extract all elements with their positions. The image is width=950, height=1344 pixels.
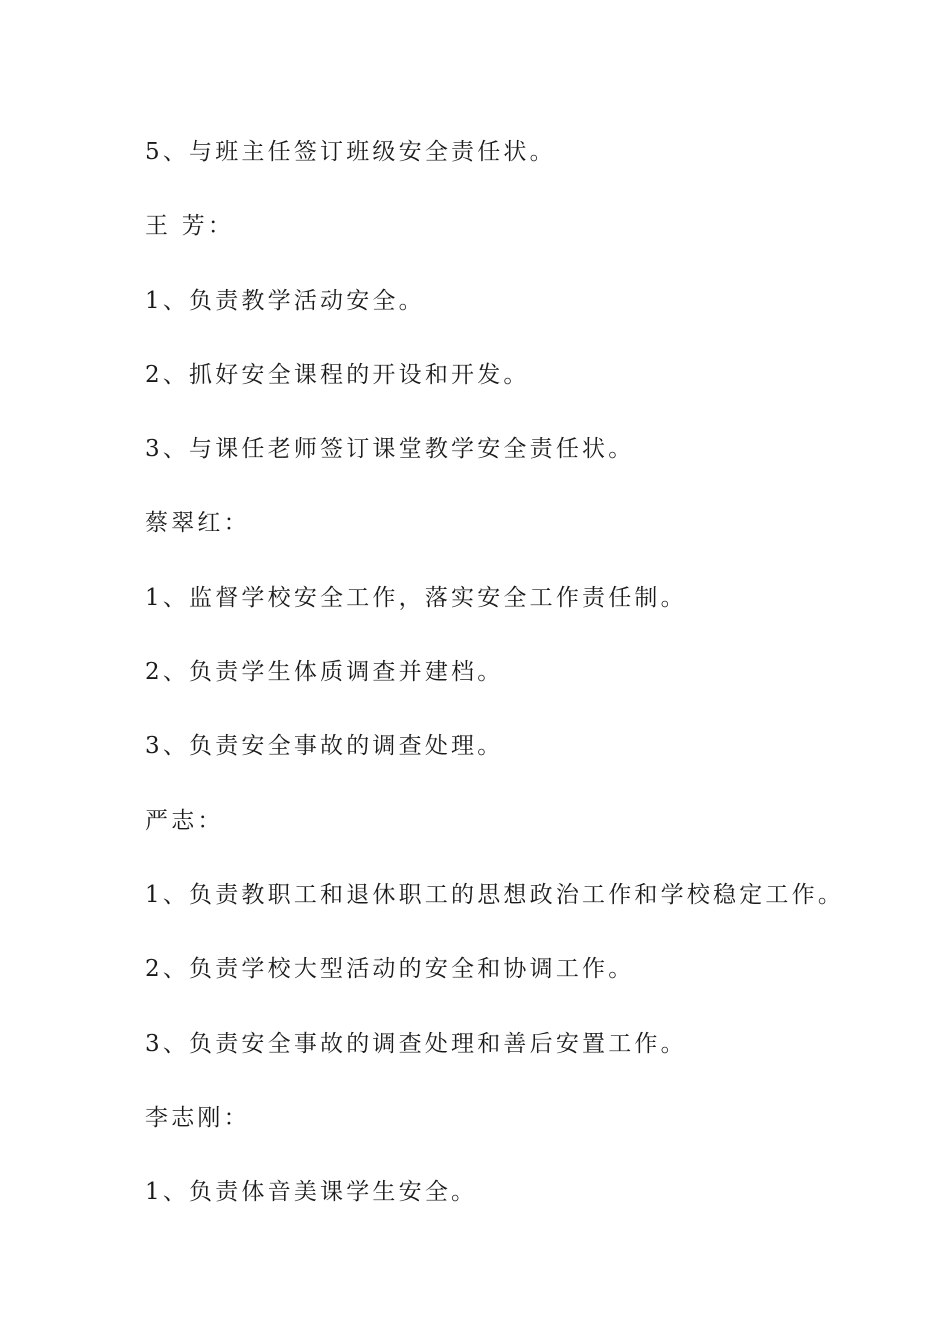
person-heading: 蔡翠红： [145,510,250,537]
person-heading: 李志刚： [145,1104,250,1131]
paragraph-line: 1、负责教学活动安全。 [145,287,425,314]
paragraph-line: 2、抓好安全课程的开设和开发。 [145,361,530,388]
paragraph-line: 3、负责安全事故的调查处理和善后安置工作。 [145,1030,687,1057]
person-heading: 王 芳： [145,213,235,240]
paragraph-line: 1、监督学校安全工作，落实安全工作责任制。 [145,584,687,611]
paragraph-line: 2、负责学生体质调查并建档。 [145,659,504,686]
paragraph-line: 5、与班主任签订班级安全责任状。 [145,139,556,165]
paragraph-line: 1、负责教职工和退休职工的思想政治工作和学校稳定工作。 [145,881,845,908]
document-body [145,132,905,1246]
paragraph-line: 3、与课任老师签订课堂教学安全责任状。 [145,436,635,463]
paragraph-line: 2、负责学校大型活动的安全和协调工作。 [145,956,635,983]
person-heading: 严志： [145,807,224,834]
paragraph-line: 1、负责体音美课学生安全。 [145,1179,478,1206]
paragraph-line: 3、负责安全事故的调查处理。 [145,733,504,760]
